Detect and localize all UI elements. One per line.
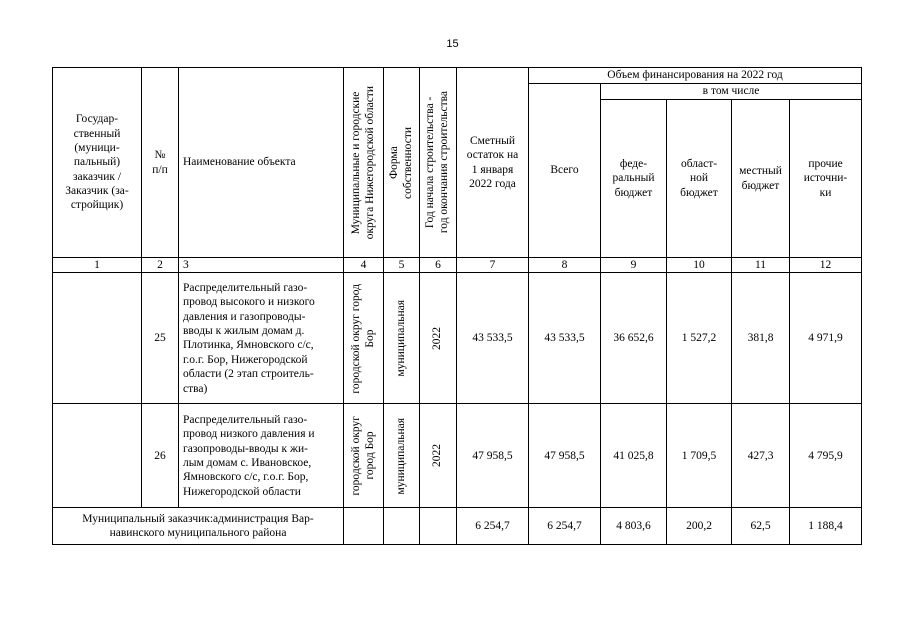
financing-table bbox=[52, 67, 862, 545]
column-number: 5 bbox=[384, 258, 420, 273]
row-regional: 1 709,5 bbox=[667, 404, 732, 508]
row-total: 43 533,5 bbox=[529, 273, 601, 404]
row-federal: 41 025,8 bbox=[601, 404, 667, 508]
summary-regional: 200,2 bbox=[667, 508, 732, 545]
column-number: 4 bbox=[344, 258, 384, 273]
header-regional: област- ной бюджет bbox=[667, 100, 732, 258]
row-municipality-text: городской округ город Бор bbox=[349, 416, 376, 496]
header-including: в том числе bbox=[601, 84, 862, 100]
row-ownership-text: муниципальная bbox=[394, 300, 407, 377]
header-object-name: Наименование объекта bbox=[179, 68, 344, 258]
row-estimate: 47 958,5 bbox=[457, 404, 529, 508]
column-number: 1 bbox=[53, 258, 142, 273]
table-row bbox=[53, 404, 862, 508]
header-municipality-text: Муниципальные и городские округа Нижегородской области bbox=[349, 85, 376, 240]
column-number: 8 bbox=[529, 258, 601, 273]
header-ownership-text: Форма собственности bbox=[387, 126, 414, 199]
header-other: прочие источни- ки bbox=[790, 100, 862, 258]
row-year-text: 2022 bbox=[431, 444, 444, 468]
header-years-text: Год начала строительства - год окончания строительства bbox=[424, 91, 450, 234]
row-other: 4 971,9 bbox=[790, 273, 862, 404]
summary-estimate: 6 254,7 bbox=[457, 508, 529, 545]
row-number: 25 bbox=[142, 273, 179, 404]
row-year bbox=[420, 404, 457, 508]
summary-local: 62,5 bbox=[732, 508, 790, 545]
row-object-name: Распределительный газо- провод высокого и низкого давления и газопроводы- вводы к жилым домам д. Плотинка, Ямновского с/с, г.о.г. Бор, Нижегородской области (2 этап строитель- ства) bbox=[179, 273, 344, 404]
summary-label: Муниципальный заказчик:администрация Вар- навинского муниципального района bbox=[53, 508, 344, 545]
summary-other: 1 188,4 bbox=[790, 508, 862, 545]
row-number: 26 bbox=[142, 404, 179, 508]
summary-row bbox=[53, 508, 862, 545]
row-ownership bbox=[384, 404, 420, 508]
column-number: 11 bbox=[732, 258, 790, 273]
page-number: 15 bbox=[446, 38, 459, 50]
header-total: Всего bbox=[529, 84, 601, 258]
column-number: 3 bbox=[179, 258, 344, 273]
summary-empty-cell bbox=[344, 508, 384, 545]
column-numbers-row bbox=[53, 258, 862, 273]
row-ownership-text: муниципальная bbox=[394, 417, 407, 495]
row-customer bbox=[53, 273, 142, 404]
row-regional: 1 527,2 bbox=[667, 273, 732, 404]
row-local: 427,3 bbox=[732, 404, 790, 508]
summary-empty-cell bbox=[420, 508, 457, 545]
column-number: 2 bbox=[142, 258, 179, 273]
row-estimate: 43 533,5 bbox=[457, 273, 529, 404]
row-year bbox=[420, 273, 457, 404]
header-financing-title: Объем финансирования на 2022 год bbox=[529, 68, 862, 84]
header-row-1 bbox=[53, 68, 862, 84]
column-number: 10 bbox=[667, 258, 732, 273]
row-object-name: Распределительный газо- провод низкого давления и газопроводы-вводы к жи- лым домам с. Ивановское, Ямновского с/с, г.о.г. Бор, Нижегородской области bbox=[179, 404, 344, 508]
row-municipality-text: городской округ город Бор bbox=[349, 283, 376, 394]
summary-federal: 4 803,6 bbox=[601, 508, 667, 545]
header-ownership bbox=[384, 68, 420, 258]
column-number: 12 bbox=[790, 258, 862, 273]
row-municipality bbox=[344, 404, 384, 508]
header-municipality bbox=[344, 68, 384, 258]
column-number: 6 bbox=[420, 258, 457, 273]
row-federal: 36 652,6 bbox=[601, 273, 667, 404]
summary-total: 6 254,7 bbox=[529, 508, 601, 545]
row-local: 381,8 bbox=[732, 273, 790, 404]
header-federal: феде- ральный бюджет bbox=[601, 100, 667, 258]
row-customer bbox=[53, 404, 142, 508]
summary-empty-cell bbox=[384, 508, 420, 545]
column-number: 9 bbox=[601, 258, 667, 273]
row-total: 47 958,5 bbox=[529, 404, 601, 508]
header-local: местный бюджет bbox=[732, 100, 790, 258]
header-years bbox=[420, 68, 457, 258]
row-municipality bbox=[344, 273, 384, 404]
row-ownership bbox=[384, 273, 420, 404]
header-customer: Государ- ственный (муници- пальный) заказчик / Заказчик (за- стройщик) bbox=[53, 68, 142, 258]
column-number: 7 bbox=[457, 258, 529, 273]
row-year-text: 2022 bbox=[431, 326, 444, 350]
header-number: № п/п bbox=[142, 68, 179, 258]
row-other: 4 795,9 bbox=[790, 404, 862, 508]
header-estimate-remainder: Сметный остаток на 1 января 2022 года bbox=[457, 68, 529, 258]
table-row bbox=[53, 273, 862, 404]
